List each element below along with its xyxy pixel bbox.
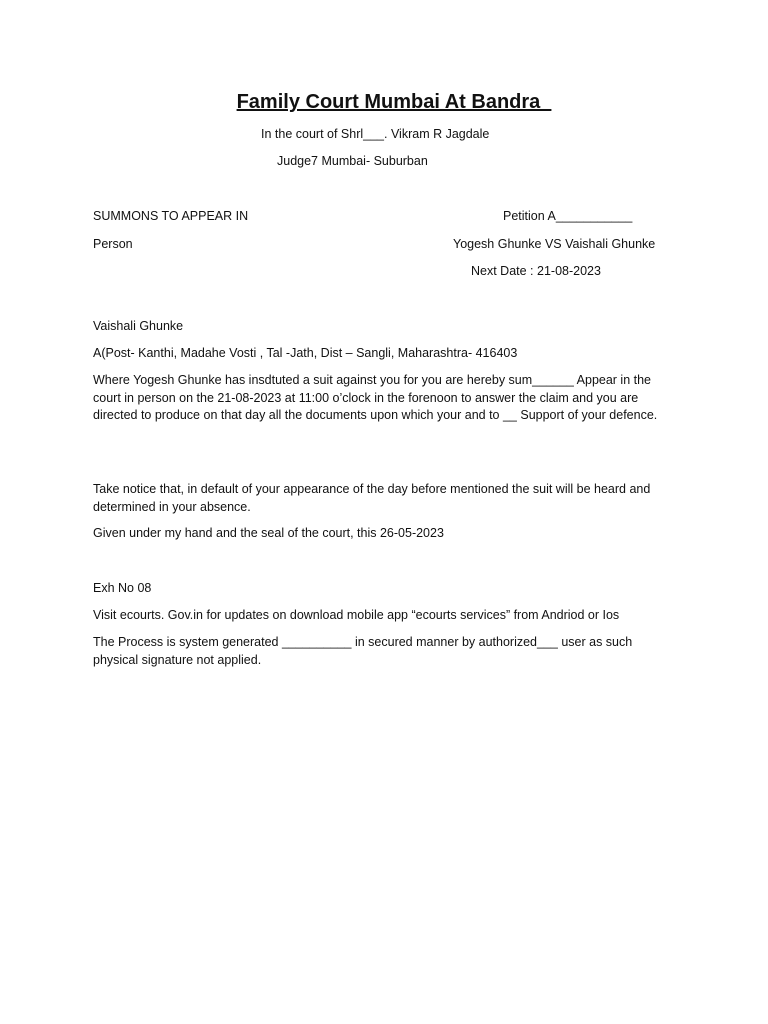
person-label: Person	[93, 237, 133, 251]
addressee-name: Vaishali Ghunke	[93, 319, 184, 333]
document-title: Family Court Mumbai At Bandra	[236, 91, 552, 113]
given-under-hand-line: Given under my hand and the seal of the court, this 26-05-2023	[93, 526, 444, 540]
court-line: In the court of Shrl___. Vikram R Jagdale	[261, 127, 490, 141]
next-date: Next Date : 21-08-2023	[471, 264, 601, 278]
judge-line: Judge7 Mumbai- Suburban	[277, 154, 428, 168]
addressee-address: A(Post- Kanthi, Madahe Vosti , Tal -Jath, Dist – Sangli, Maharashtra- 416403	[93, 346, 518, 360]
summons-label: SUMMONS TO APPEAR IN	[93, 209, 249, 223]
petition-label: Petition A___________	[503, 209, 633, 223]
process-note: The Process is system generated __________ in secured manner by authorized___ user as such physical signature not applied.	[93, 635, 633, 667]
notice-paragraph: Take notice that, in default of your appearance of the day before mentioned the suit will be heard and determined in your absence.	[93, 482, 651, 514]
summons-paragraph: Where Yogesh Ghunke has insdtuted a suit against you for you are hereby sum______ Appear in the court in person on the 21-08-2023 at 11:00 o’clock in the forenoon to answer the claim and you are directed to produce on that day all the documents upon which your and to __ Support of your defence.	[93, 373, 658, 422]
parties-line: Yogesh Ghunke VS Vaishali Ghunke	[453, 237, 656, 251]
exhibit-number: Exh No 08	[93, 581, 152, 595]
ecourts-visit-line: Visit ecourts. Gov.in for updates on download mobile app “ecourts services” from Andriod or Ios	[93, 608, 620, 622]
